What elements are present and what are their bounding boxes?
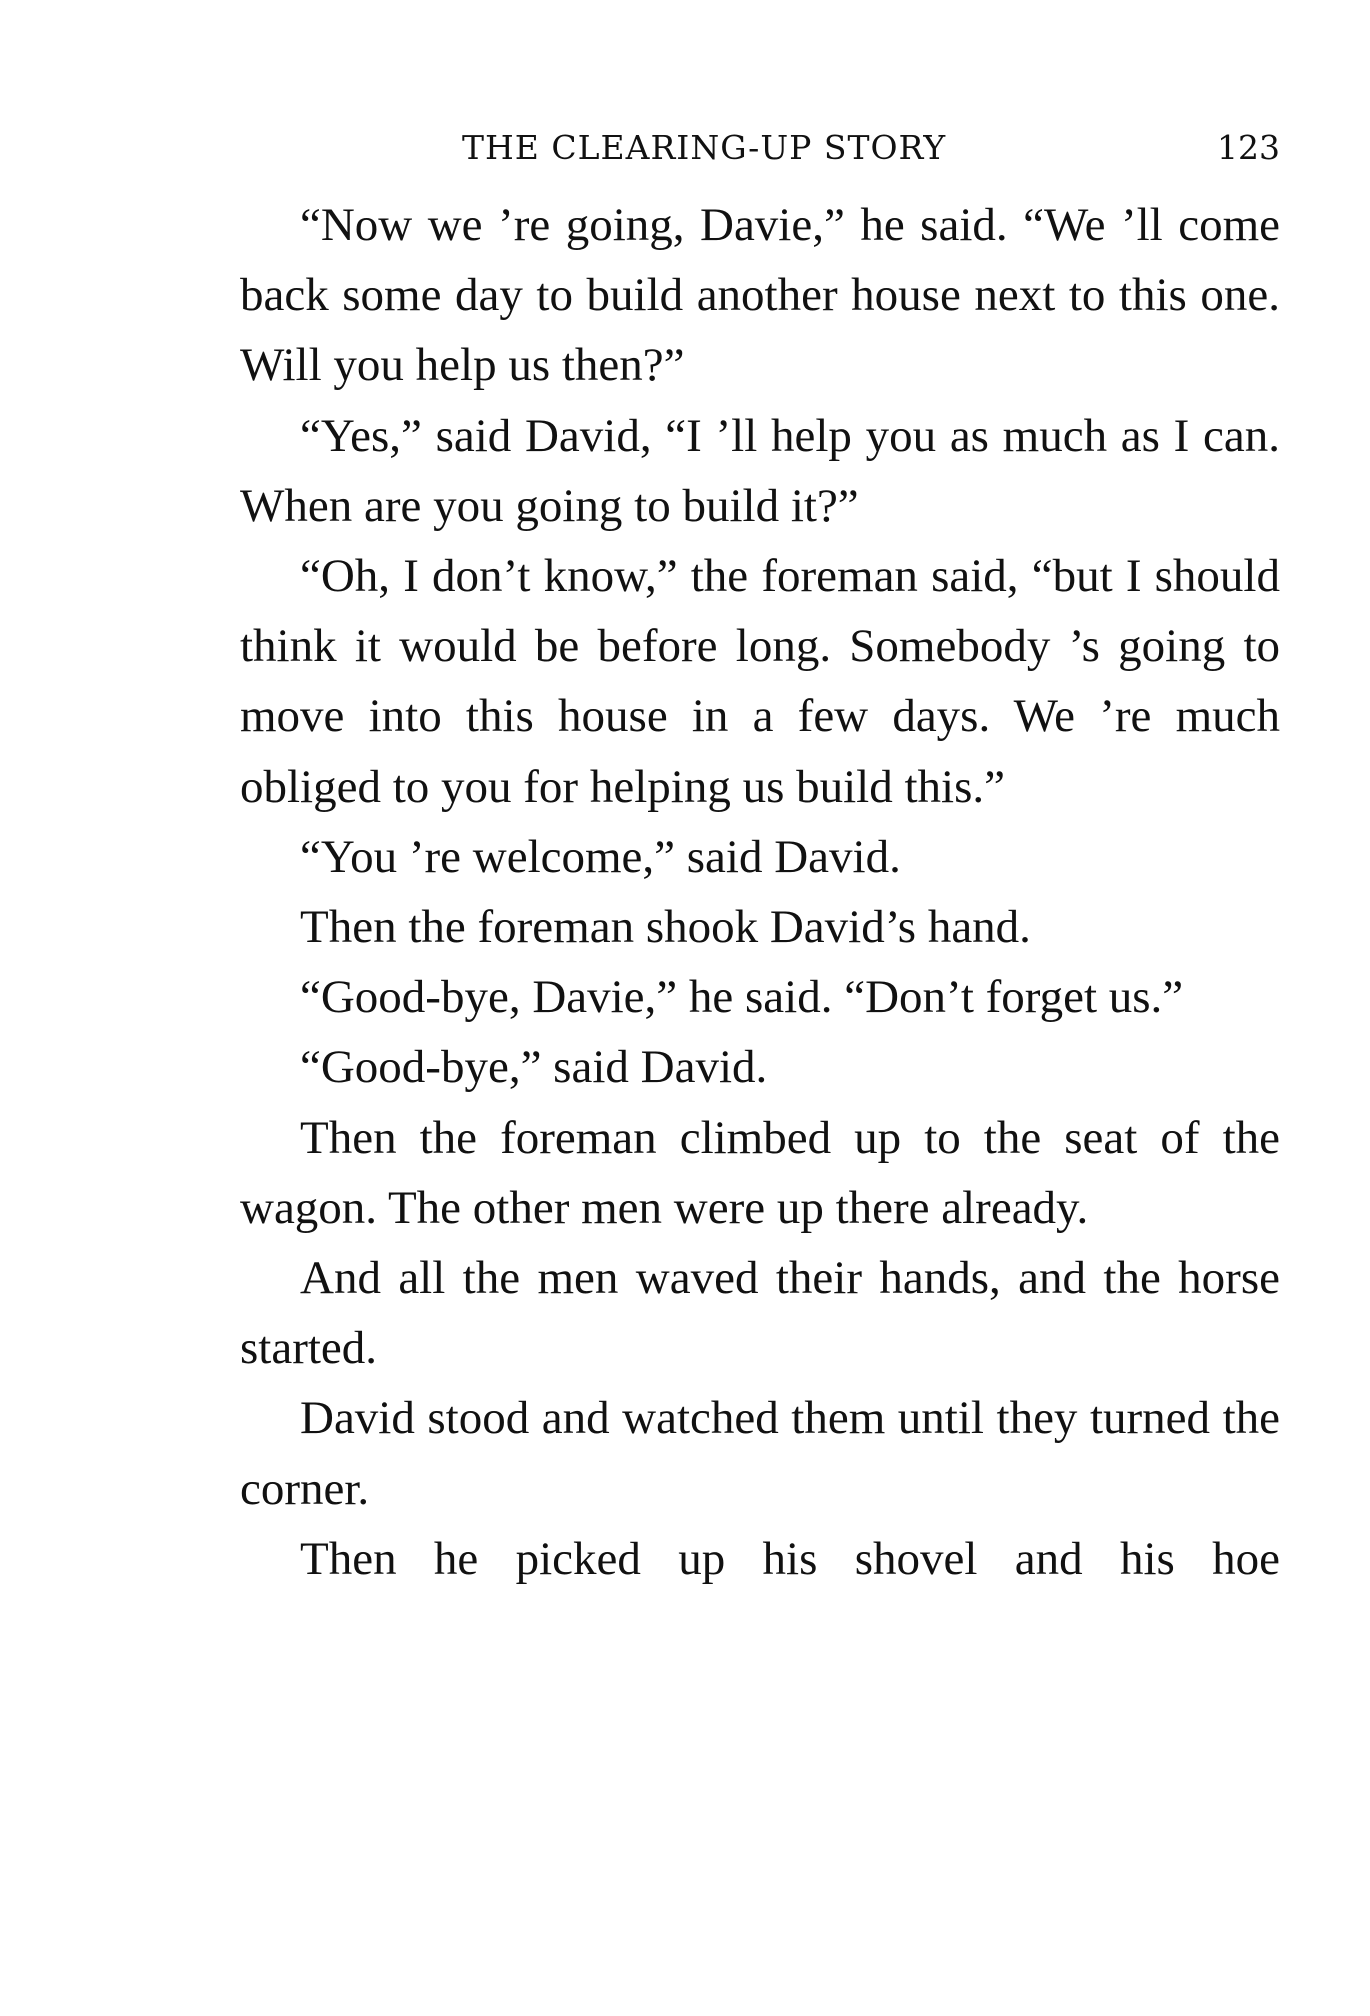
page-number: 123 [1217,128,1280,167]
page-header [462,128,1280,178]
paragraph: And all the men waved their hands, and the horse started. [240,1252,1280,1375]
running-title: THE CLEARING-UP STORY [462,128,947,167]
paragraph: David stood and watched them until they turned the corner. [240,1392,1280,1515]
paragraph: “Oh, I don’t know,” the foreman said, “but I should think it would be before long. Somebody ’s going to move into this house in a few days. We ’re much obliged to you for helping us build this.” [240,550,1280,813]
paragraph: “Good-bye,” said David. [300,1041,768,1094]
paragraph: “You ’re welcome,” said David. [300,830,901,883]
paragraph: Then the foreman shook David’s hand. [300,901,1031,954]
body-text [240,190,1280,1594]
paragraph: Then the foreman climbed up to the seat of the wagon. The other men were up there already. [240,1111,1280,1234]
paragraph: “Now we ’re going, Davie,” he said. “We ’ll come back some day to build another house next to this one. Will you help us then?” [240,199,1280,392]
paragraph: Then he picked up his shovel and his hoe [300,1532,1280,1585]
paragraph: “Yes,” said David, “I ’ll help you as much as I can. When are you going to build it?” [240,409,1280,532]
paragraph: “Good-bye, Davie,” he said. “Don’t forget us.” [300,971,1184,1024]
